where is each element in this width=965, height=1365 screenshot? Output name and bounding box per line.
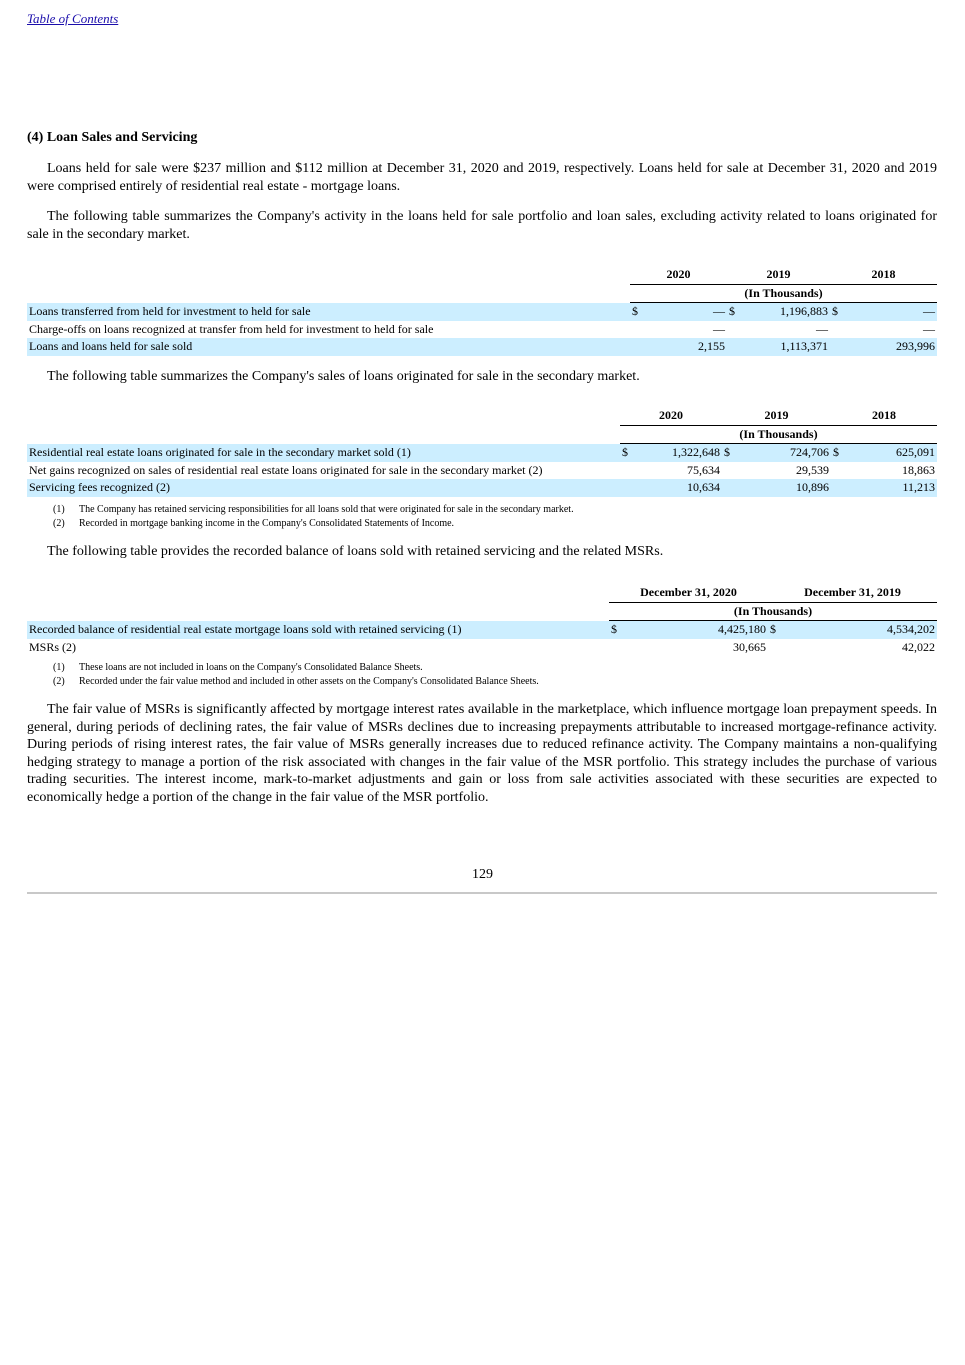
value-2020: 4,425,180 [623,621,768,639]
paragraph-table1-intro: The following table summarizes the Company's activity in the loans held for sale portfolio and loan sales, excluding activity related to loans originated for sale in the secondary market. [27,209,937,242]
year-header-2019: 2019 [727,266,830,284]
footnote-text: The Company has retained servicing responsibilities for all loans sold that were originated for sale in the secondary market. [79,504,574,515]
table-row [27,303,937,321]
value-2018: 293,996 [842,338,937,356]
value-2019: 29,539 [796,462,829,477]
footnote-text: Recorded in mortgage banking income in the Company's Consolidated Statements of Income. [79,517,455,529]
value-2018: 18,863 [902,462,935,477]
value-2020: — [713,321,725,336]
paragraph-table3-intro: The following table provides the recorded balance of loans sold with retained servicing and the related MSRs. [47,544,664,559]
year-header-2018: 2018 [831,407,937,425]
row-label: Recorded balance of residential real estate mortgage loans sold with retained servicing (1) [27,621,609,639]
currency-symbol: $ [768,621,782,639]
row-label: Loans and loans held for sale sold [27,338,630,356]
table-of-contents-link[interactable]: Table of Contents [27,11,119,26]
page-number: 129 [472,867,493,882]
value-2020: — [642,303,727,321]
table-row [27,639,937,657]
value-2020: 75,634 [687,462,720,477]
table-row [27,444,937,462]
table-row [27,338,937,356]
value-2019: 4,534,202 [782,621,937,639]
value-2018: — [923,321,935,336]
value-2019: 1,196,883 [739,303,830,321]
value-2019: 42,022 [902,639,935,654]
section-heading: (4) Loan Sales and Servicing [27,130,198,145]
row-label: Servicing fees recognized (2) [27,479,620,497]
footnote [53,661,539,675]
table-row [27,621,937,639]
row-label: Residential real estate loans originated for sale in the secondary market sold (1) [27,444,620,462]
date-header-2019: December 31, 2019 [768,584,937,602]
value-2020: 10,634 [632,479,722,497]
year-header-2020: 2020 [620,407,722,425]
table-row [27,321,937,339]
units-label: (In Thousands) [609,602,937,621]
row-label: Net gains recognized on sales of residential real estate loans originated for sale in the secondary market (2) [29,462,543,477]
value-2020: 30,665 [733,639,766,654]
units-label: (In Thousands) [630,284,937,303]
value-2020: 1,322,648 [632,444,722,462]
value-2019: 724,706 [734,444,831,462]
paragraph-loans-held-for-sale: Loans held for sale were $237 million and $112 million at December 31, 2020 and 2019, respectively. Loans held for sale at December 31, 2020 and 2019 were comprised entirely of residential real estate - mortgage loans. [27,161,937,194]
currency-symbol: $ [609,621,623,639]
row-label: Loans transferred from held for investment to held for sale [27,303,630,321]
value-2019: — [816,321,828,336]
footnote-number: (1) [53,662,65,673]
table3-footnotes [53,661,539,688]
footnote-text: Recorded under the fair value method and included in other assets on the Company's Consolidated Balance Sheets. [79,675,539,687]
footnote-text: These loans are not included in loans on the Company's Consolidated Balance Sheets. [79,662,423,673]
retained-servicing-msr-table [27,584,937,656]
footer-divider [27,892,937,894]
value-2019: 10,896 [734,479,831,497]
paragraph-table2-intro: The following table summarizes the Company's sales of loans originated for sale in the secondary market. [47,369,640,384]
currency-symbol: $ [620,444,632,462]
value-2019: 1,113,371 [739,338,830,356]
value-2018: 625,091 [843,444,937,462]
value-2018: 11,213 [843,479,937,497]
year-header-2020: 2020 [630,266,727,284]
row-label: MSRs (2) [29,639,77,654]
table-row [27,462,937,480]
footnote-number: (2) [53,517,65,529]
value-2020: 2,155 [642,338,727,356]
footnote [53,503,574,517]
year-header-2019: 2019 [722,407,831,425]
currency-symbol: $ [630,303,642,321]
table-row [27,479,937,497]
currency-symbol: $ [831,444,843,462]
date-header-2020: December 31, 2020 [609,584,768,602]
currency-symbol: $ [727,303,739,321]
footnote-number: (1) [53,504,65,515]
units-label: (In Thousands) [620,425,937,444]
secondary-market-loan-sales-table [27,407,937,497]
currency-symbol: $ [830,303,842,321]
paragraph-msr-fair-value: The fair value of MSRs is significantly affected by mortgage interest rates available in the marketplace, which influence mortgage loan prepayment speeds. In general, during periods of declining rates, the fair value of MSRs declines due to increasing prepayments attributable to increased mortgage-refinance activity. During periods of rising interest rates, the fair value of MSRs generally increases due to reduced refinance activity. The Company maintains a non-qualifying hedging strategy to manage a portion of the risk associated with changes in the fair value of the MSR portfolio. This strategy includes the purchase of various trading securities. The interest income, mark-to-market adjustments and gain or loss from sale activities associated with these securities are expected to economically hedge a portion of the change in the fair value of the MSR portfolio. [27,702,937,805]
footnote-number: (2) [53,675,65,687]
currency-symbol: $ [722,444,734,462]
value-2018: — [842,303,937,321]
footnote [53,517,574,531]
footnote [53,675,539,689]
row-label: Charge-offs on loans recognized at transfer from held for investment to held for sale [29,321,434,336]
year-header-2018: 2018 [830,266,937,284]
table2-footnotes [53,503,574,530]
loans-held-for-sale-activity-table [27,266,937,356]
